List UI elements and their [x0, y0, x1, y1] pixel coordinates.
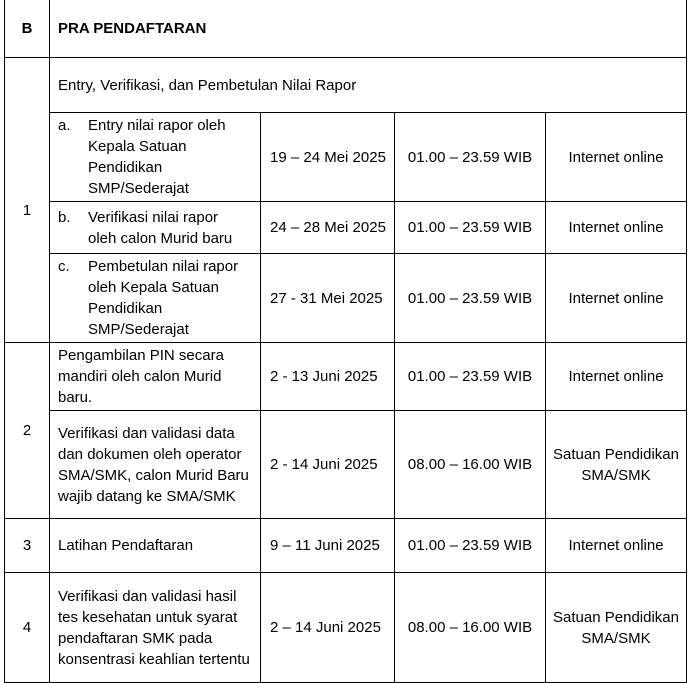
table-row [5, 343, 687, 411]
date-cell: 27 - 31 Mei 2025 [261, 254, 395, 343]
table-row [5, 411, 687, 519]
item-number: 4 [5, 573, 50, 683]
time-cell: 08.00 – 16.00 WIB [395, 411, 546, 519]
place-cell: Satuan Pendidikan SMA/SMK [546, 573, 687, 683]
section-header-row [5, 0, 687, 58]
table-row [5, 254, 687, 343]
item-number: 3 [5, 519, 50, 573]
date-cell: 2 - 14 Juni 2025 [261, 411, 395, 519]
section-code: B [5, 0, 50, 58]
activity-text: Entry nilai rapor oleh Kepala Satuan Pendidikan SMP/Sederajat [88, 117, 226, 197]
time-cell: 01.00 – 23.59 WIB [395, 254, 546, 343]
activity-text: Verifikasi dan validasi hasil tes kesehatan untuk syarat pendaftaran SMK pada konsentrasi keahlian tertentu [50, 573, 261, 683]
date-cell: 19 – 24 Mei 2025 [261, 113, 395, 202]
date-cell: 2 - 13 Juni 2025 [261, 343, 395, 411]
schedule-table [4, 0, 687, 683]
place-cell: Satuan Pendidikan SMA/SMK [546, 411, 687, 519]
date-cell: 9 – 11 Juni 2025 [261, 519, 395, 573]
date-cell: 2 – 14 Juni 2025 [261, 573, 395, 683]
table-row [5, 519, 687, 573]
place-cell: Internet online [546, 343, 687, 411]
time-cell: 01.00 – 23.59 WIB [395, 202, 546, 254]
item-number: 2 [5, 343, 50, 519]
item-1-title-row [5, 58, 687, 113]
activity-text: Verifikasi dan validasi data dan dokumen oleh operator SMA/SMK, calon Murid Baru wajib datang ke SMA/SMK [50, 411, 261, 519]
place-cell: Internet online [546, 254, 687, 343]
place-cell: Internet online [546, 113, 687, 202]
item-number: 1 [22, 202, 32, 219]
activity-text: Verifikasi nilai rapor oleh calon Murid baru [88, 208, 233, 247]
section-title: PRA PENDAFTARAN [50, 0, 687, 58]
place-cell: Internet online [546, 519, 687, 573]
time-cell: 01.00 – 23.59 WIB [395, 519, 546, 573]
item-title: Entry, Verifikasi, dan Pembetulan Nilai Rapor [50, 58, 687, 113]
activity-cell [50, 113, 261, 202]
activity-cell [50, 254, 261, 343]
date-cell: 24 – 28 Mei 2025 [261, 202, 395, 254]
activity-cell [50, 202, 261, 254]
table-row [5, 573, 687, 683]
table-row [5, 113, 687, 202]
activity-text: Pengambilan PIN secara mandiri oleh calon Murid baru. [50, 343, 261, 411]
sub-letter: a. [58, 117, 71, 134]
activity-text: Latihan Pendaftaran [50, 519, 261, 573]
time-cell: 01.00 – 23.59 WIB [395, 113, 546, 202]
activity-text: Pembetulan nilai rapor oleh Kepala Satuan Pendidikan SMP/Sederajat [88, 258, 239, 338]
item-1-number-cell [5, 58, 50, 343]
time-cell: 08.00 – 16.00 WIB [395, 573, 546, 683]
sub-letter: b. [58, 208, 71, 226]
table-row [5, 202, 687, 254]
time-cell: 01.00 – 23.59 WIB [395, 343, 546, 411]
sub-letter: c. [58, 258, 70, 275]
place-cell: Internet online [546, 202, 687, 254]
